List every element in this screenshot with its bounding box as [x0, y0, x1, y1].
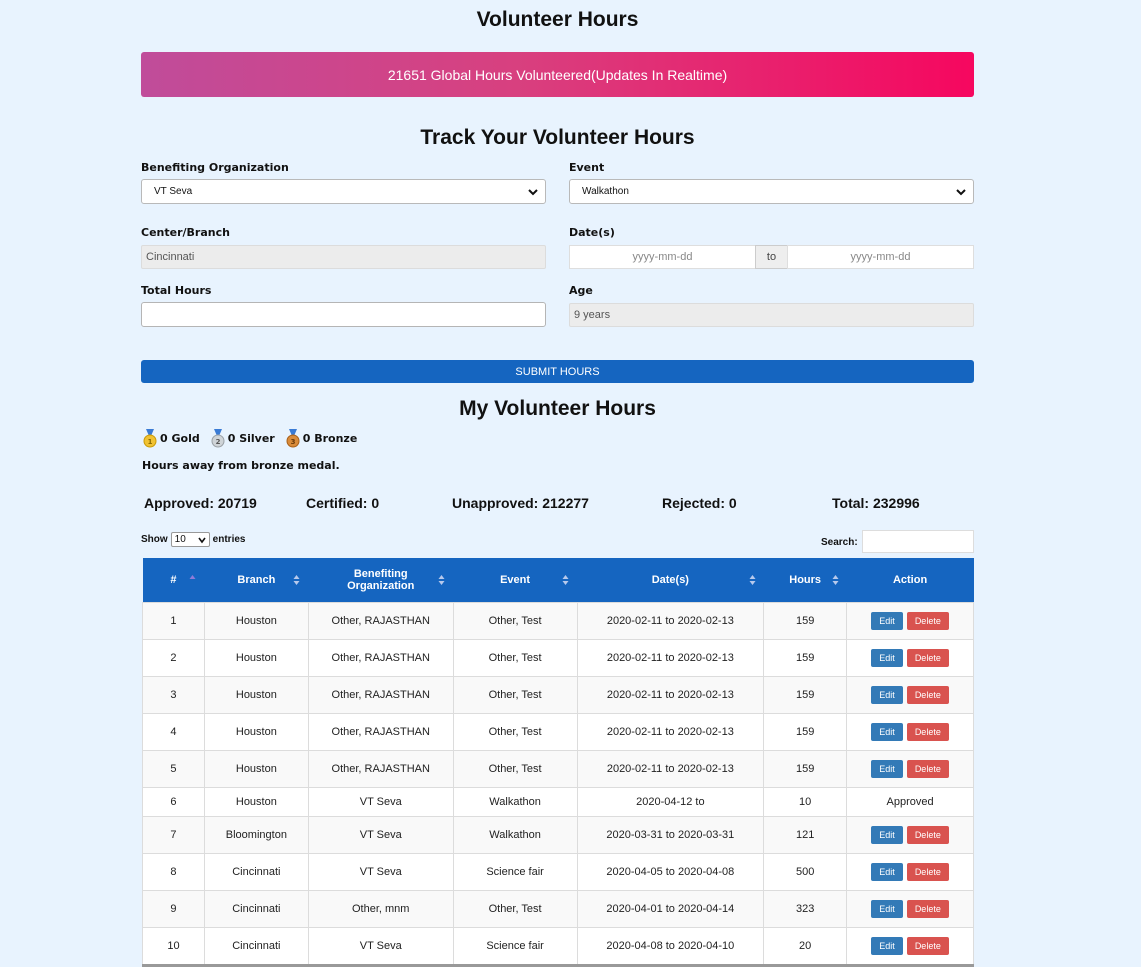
- row-action: [847, 890, 974, 927]
- silver-medal-icon: [210, 429, 226, 448]
- header-label: Date(s): [651, 573, 689, 586]
- row-branch: Bloomington: [204, 816, 308, 853]
- event-select[interactable]: [569, 179, 974, 204]
- delete-button[interactable]: Delete: [907, 723, 949, 741]
- table-row: [143, 890, 974, 927]
- header-label: #: [170, 573, 177, 586]
- row-org: Other, RAJASTHAN: [308, 750, 453, 787]
- row-hours: 500: [764, 853, 847, 890]
- row-hours: 159: [764, 602, 847, 639]
- delete-button[interactable]: Delete: [907, 760, 949, 778]
- row-hours: 159: [764, 676, 847, 713]
- silver-count: 0 Silver: [227, 432, 275, 445]
- col-dates-header[interactable]: [577, 558, 764, 602]
- table-row: [143, 787, 974, 816]
- show-label: Show: [141, 534, 168, 545]
- row-org: Other, RAJASTHAN: [308, 602, 453, 639]
- row-branch: Houston: [204, 639, 308, 676]
- certified-stat: Certified: 0: [306, 495, 380, 511]
- row-event: Walkathon: [453, 816, 577, 853]
- edit-button[interactable]: Edit: [871, 760, 903, 778]
- chevron-down-icon: [526, 185, 540, 199]
- svg-text:3: 3: [290, 438, 296, 446]
- row-number: 2: [143, 639, 205, 676]
- row-action: [847, 927, 974, 964]
- row-dates: 2020-04-01 to 2020-04-14: [577, 890, 764, 927]
- date-separator: to: [755, 245, 788, 269]
- svg-text:1: 1: [147, 438, 153, 446]
- row-hours: 159: [764, 750, 847, 787]
- page-title: Volunteer Hours: [476, 8, 639, 31]
- row-number: 7: [143, 816, 205, 853]
- row-event: Other, Test: [453, 639, 577, 676]
- table-header-row: [143, 558, 974, 602]
- row-event: Other, Test: [453, 602, 577, 639]
- row-hours: 20: [764, 927, 847, 964]
- gold-medal: [142, 429, 200, 448]
- row-action: [847, 602, 974, 639]
- my-hours-title: My Volunteer Hours: [459, 397, 656, 420]
- sort-asc-icon: [189, 574, 196, 586]
- org-select[interactable]: [141, 179, 546, 204]
- table-row: [143, 676, 974, 713]
- row-hours: 159: [764, 639, 847, 676]
- header-label: Hours: [789, 573, 822, 586]
- row-dates: 2020-02-11 to 2020-02-13: [577, 602, 764, 639]
- chevron-down-icon: [197, 535, 207, 545]
- medal-note: Hours away from bronze medal.: [142, 459, 340, 472]
- row-number: 10: [143, 927, 205, 964]
- delete-button[interactable]: Delete: [907, 649, 949, 667]
- row-branch: Houston: [204, 602, 308, 639]
- row-event: Other, Test: [453, 750, 577, 787]
- row-dates: 2020-04-08 to 2020-04-10: [577, 927, 764, 964]
- date-to-input[interactable]: yyyy-mm-dd: [787, 245, 974, 269]
- row-dates: 2020-03-31 to 2020-03-31: [577, 816, 764, 853]
- row-number: 3: [143, 676, 205, 713]
- row-event: Science fair: [453, 853, 577, 890]
- row-action: [847, 676, 974, 713]
- svg-text:2: 2: [215, 438, 221, 446]
- global-hours-banner: 21651 Global Hours Volunteered(Updates In Realtime): [141, 52, 974, 97]
- row-org: VT Seva: [308, 927, 453, 964]
- sort-icon: [293, 574, 300, 586]
- table-row: [143, 713, 974, 750]
- header-label: Branch: [237, 573, 276, 586]
- row-number: 4: [143, 713, 205, 750]
- edit-button[interactable]: Edit: [871, 649, 903, 667]
- header-label: Benefiting Organization: [347, 567, 415, 592]
- col-number-header[interactable]: [143, 558, 205, 602]
- bronze-medal-icon: [285, 429, 301, 448]
- sort-icon: [562, 574, 569, 586]
- edit-button[interactable]: Edit: [871, 686, 903, 704]
- form-title: Track Your Volunteer Hours: [420, 126, 695, 149]
- org-label: Benefiting Organization: [141, 161, 289, 174]
- total-hours-input[interactable]: [141, 302, 546, 327]
- row-hours: 159: [764, 713, 847, 750]
- col-org-header[interactable]: [308, 558, 453, 602]
- delete-button[interactable]: Delete: [907, 937, 949, 955]
- table-row: [143, 639, 974, 676]
- table-row: [143, 816, 974, 853]
- row-branch: Cincinnati: [204, 927, 308, 964]
- delete-button[interactable]: Delete: [907, 826, 949, 844]
- row-hours: 10: [764, 787, 847, 816]
- row-hours: 323: [764, 890, 847, 927]
- age-field: 9 years: [569, 303, 974, 327]
- submit-hours-button[interactable]: SUBMIT HOURS: [141, 360, 974, 383]
- date-from-input[interactable]: yyyy-mm-dd: [569, 245, 756, 269]
- row-branch: Houston: [204, 676, 308, 713]
- row-dates: 2020-02-11 to 2020-02-13: [577, 750, 764, 787]
- col-event-header[interactable]: [453, 558, 577, 602]
- row-number: 8: [143, 853, 205, 890]
- search-input[interactable]: [862, 530, 974, 553]
- dates-label: Date(s): [569, 226, 615, 239]
- row-number: 9: [143, 890, 205, 927]
- row-dates: 2020-04-12 to: [577, 787, 764, 816]
- row-dates: 2020-04-05 to 2020-04-08: [577, 853, 764, 890]
- approved-stat: Approved: 20719: [144, 495, 257, 511]
- row-action: [847, 853, 974, 890]
- gold-count: 0 Gold: [160, 432, 200, 445]
- edit-button[interactable]: Edit: [871, 612, 903, 630]
- header-label: Action: [892, 573, 928, 586]
- volunteer-hours-table: [142, 558, 974, 965]
- col-action-header: [847, 558, 974, 602]
- delete-button[interactable]: Delete: [907, 686, 949, 704]
- entries-label: entries: [212, 534, 246, 545]
- entries-value: 10: [174, 534, 186, 545]
- row-dates: 2020-02-11 to 2020-02-13: [577, 639, 764, 676]
- row-action: Approved: [847, 787, 974, 816]
- sort-icon: [832, 574, 839, 586]
- row-event: Walkathon: [453, 787, 577, 816]
- delete-button[interactable]: Delete: [907, 612, 949, 630]
- col-hours-header[interactable]: [764, 558, 847, 602]
- total-stat: Total: 232996: [832, 495, 920, 511]
- header-label: Event: [500, 573, 531, 586]
- event-label: Event: [569, 161, 605, 174]
- row-event: Other, Test: [453, 713, 577, 750]
- row-event: Science fair: [453, 927, 577, 964]
- hours-label: Total Hours: [141, 284, 212, 297]
- unapproved-stat: Unapproved: 212277: [452, 495, 589, 511]
- rejected-stat: Rejected: 0: [662, 495, 737, 511]
- search-label: Search:: [821, 537, 858, 548]
- edit-button[interactable]: Edit: [871, 937, 903, 955]
- row-action: [847, 639, 974, 676]
- row-org: VT Seva: [308, 853, 453, 890]
- delete-button[interactable]: Delete: [907, 863, 949, 881]
- table-row: [143, 750, 974, 787]
- row-branch: Cincinnati: [204, 853, 308, 890]
- event-select-value: Walkathon: [582, 186, 629, 197]
- entries-control: [141, 532, 245, 547]
- edit-button[interactable]: Edit: [871, 863, 903, 881]
- row-action: [847, 750, 974, 787]
- branch-label: Center/Branch: [141, 226, 230, 239]
- edit-button[interactable]: Edit: [871, 826, 903, 844]
- row-number: 6: [143, 787, 205, 816]
- row-dates: 2020-02-11 to 2020-02-13: [577, 713, 764, 750]
- branch-field: Cincinnati: [141, 245, 546, 269]
- row-org: Other, RAJASTHAN: [308, 639, 453, 676]
- row-branch: Houston: [204, 750, 308, 787]
- row-branch: Cincinnati: [204, 890, 308, 927]
- entries-select[interactable]: [171, 532, 210, 547]
- bronze-medal: [285, 429, 358, 448]
- row-org: Other, RAJASTHAN: [308, 713, 453, 750]
- row-hours: 121: [764, 816, 847, 853]
- sort-icon: [438, 574, 445, 586]
- row-number: 1: [143, 602, 205, 639]
- row-branch: Houston: [204, 713, 308, 750]
- table-row: [143, 602, 974, 639]
- gold-medal-icon: [142, 429, 158, 448]
- row-org: Other, mnm: [308, 890, 453, 927]
- edit-button[interactable]: Edit: [871, 723, 903, 741]
- silver-medal: [210, 429, 275, 448]
- row-org: VT Seva: [308, 787, 453, 816]
- row-org: VT Seva: [308, 816, 453, 853]
- edit-button[interactable]: Edit: [871, 900, 903, 918]
- row-org: Other, RAJASTHAN: [308, 676, 453, 713]
- row-action: [847, 816, 974, 853]
- row-branch: Houston: [204, 787, 308, 816]
- row-event: Other, Test: [453, 890, 577, 927]
- row-dates: 2020-02-11 to 2020-02-13: [577, 676, 764, 713]
- row-event: Other, Test: [453, 676, 577, 713]
- delete-button[interactable]: Delete: [907, 900, 949, 918]
- col-branch-header[interactable]: [204, 558, 308, 602]
- table-row: [143, 853, 974, 890]
- row-number: 5: [143, 750, 205, 787]
- org-select-value: VT Seva: [154, 186, 193, 197]
- medal-summary: [142, 429, 367, 448]
- sort-icon: [749, 574, 756, 586]
- table-row: [143, 927, 974, 964]
- bronze-count: 0 Bronze: [302, 432, 358, 445]
- row-action: [847, 713, 974, 750]
- age-label: Age: [569, 284, 593, 297]
- chevron-down-icon: [954, 185, 968, 199]
